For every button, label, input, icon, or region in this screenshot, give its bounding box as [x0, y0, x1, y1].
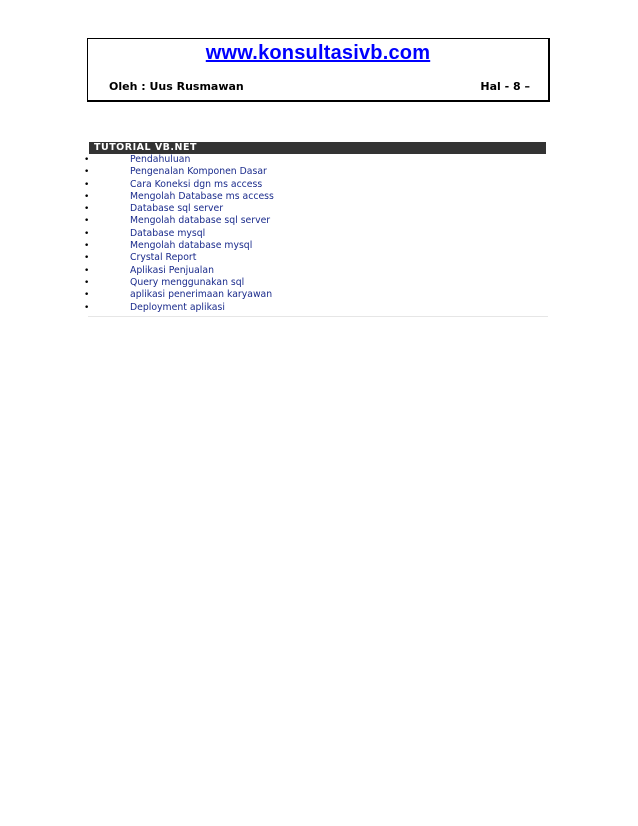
toc-heading: TUTORIAL VB.NET — [89, 142, 546, 154]
page-number: Hal - 8 – — [480, 80, 530, 93]
toc-item-mengolah-sql-server — [84, 215, 550, 227]
site-url-link[interactable]: www.konsultasivb.com — [205, 42, 431, 64]
author-line: Oleh : Uus Rusmawan — [109, 80, 244, 93]
toc-item-query-sql — [84, 277, 550, 289]
toc-link[interactable]: Mengolah Database ms access — [130, 190, 274, 202]
toc-item-mengolah-access — [84, 191, 550, 203]
toc-item-pendahuluan — [84, 154, 550, 166]
bullet-icon: • — [84, 179, 90, 190]
toc-link[interactable]: Pengenalan Komponen Dasar — [130, 166, 267, 178]
divider — [88, 316, 548, 317]
bullet-icon: • — [84, 155, 90, 165]
toc-link[interactable]: Database sql server — [130, 203, 224, 215]
toc-item-mengolah-mysql — [84, 240, 550, 252]
bullet-icon: • — [84, 277, 90, 288]
bullet-icon: • — [84, 241, 90, 252]
bullet-icon: • — [84, 191, 90, 202]
toc-list — [84, 154, 550, 314]
toc-link[interactable]: Aplikasi Penjualan — [130, 264, 214, 276]
toc-item-deployment — [84, 302, 550, 314]
bullet-icon: • — [84, 253, 90, 264]
bullet-icon: • — [84, 265, 90, 276]
toc-link[interactable]: Mengolah database sql server — [130, 215, 271, 227]
bullet-icon: • — [84, 302, 90, 313]
toc-item-database-mysql — [84, 228, 550, 240]
toc-item-crystal-report — [84, 252, 550, 264]
toc-link[interactable]: Query menggunakan sql — [130, 276, 245, 288]
toc-link[interactable]: Crystal Report — [130, 252, 197, 264]
bullet-icon: • — [84, 290, 90, 301]
toc-link[interactable]: Database mysql — [130, 227, 206, 239]
toc-link[interactable]: Mengolah database mysql — [130, 240, 253, 252]
document-header — [87, 38, 550, 102]
toc-item-penerimaan-karyawan — [84, 289, 550, 301]
toc-link[interactable]: Deployment aplikasi — [130, 301, 225, 313]
bullet-icon: • — [84, 228, 90, 239]
toc-link[interactable]: Pendahuluan — [130, 154, 191, 165]
toc-link[interactable]: Cara Koneksi dgn ms access — [130, 178, 263, 190]
toc-item-pengenalan-komponen — [84, 166, 550, 178]
bullet-icon: • — [84, 216, 90, 227]
bullet-icon: • — [84, 204, 90, 215]
toc-item-aplikasi-penjualan — [84, 265, 550, 277]
bullet-icon: • — [84, 167, 90, 178]
toc-item-database-sql-server — [84, 203, 550, 215]
toc-item-cara-koneksi — [84, 179, 550, 191]
toc-link[interactable]: aplikasi penerimaan karyawan — [130, 289, 273, 301]
